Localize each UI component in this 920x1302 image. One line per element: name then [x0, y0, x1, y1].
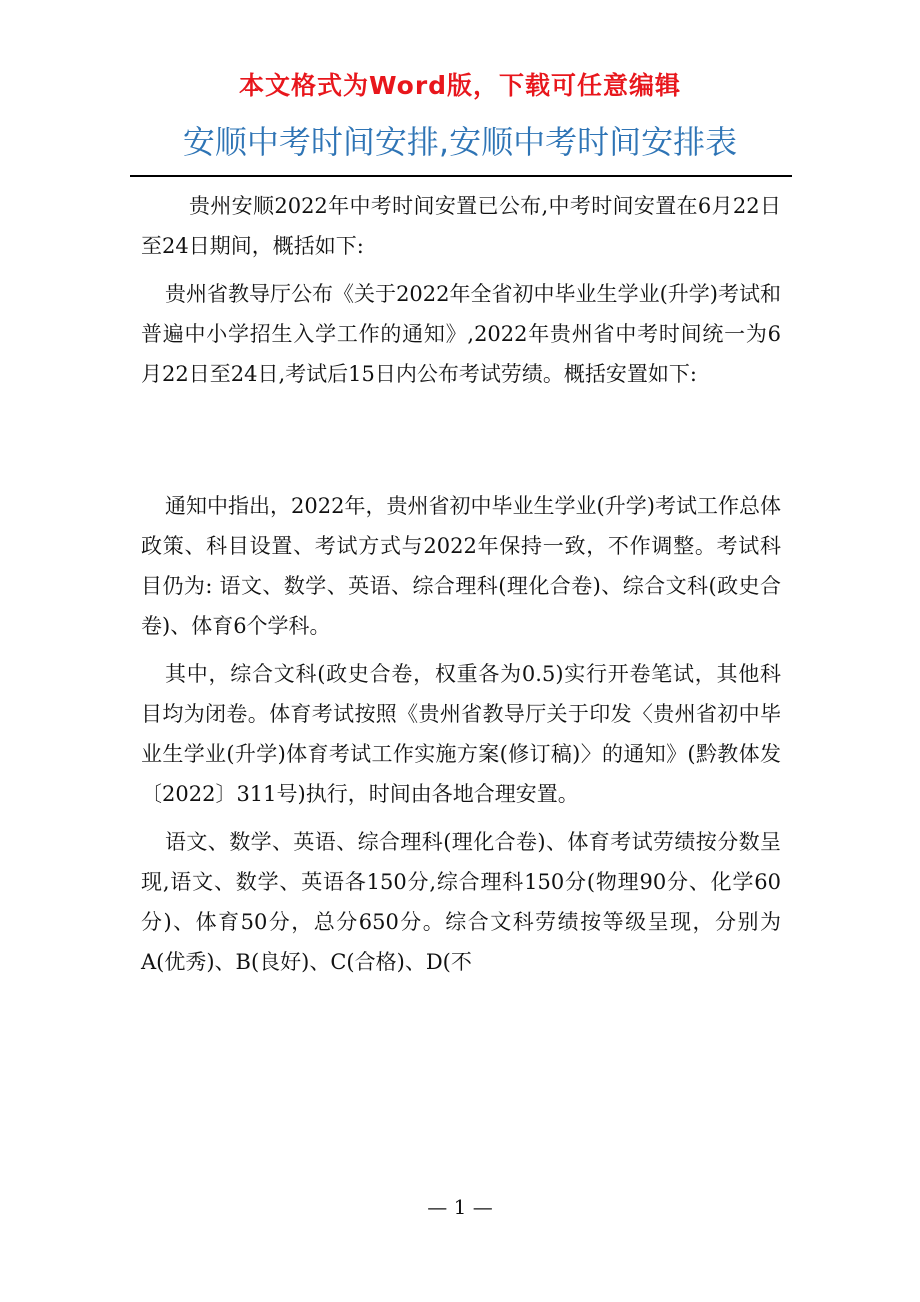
paragraph-notice: 贵州省教导厅公布《关于2022年全省初中毕业生学业(升学)考试和普遍中小学招生入学工作的通知》,2022年贵州省中考时间统一为6月22日至24日,考试后15日内公布考试劳绩。概括安置如下: [141, 282, 781, 386]
title-divider [130, 175, 792, 177]
paragraph-exam-format: 其中，综合文科(政史合卷，权重各为0.5)实行开卷笔试，其他科目均为闭卷。体育考试按照《贵州省教导厅关于印发〈贵州省初中毕业生学业(升学)体育考试工作实施方案(修订稿)〉的通知》(黔教体发〔2022〕311号)执行，时间由各地合理安置。 [141, 662, 781, 806]
paragraph-subjects: 通知中指出，2022年，贵州省初中毕业生学业(升学)考试工作总体政策、科目设置、考试方式与2022年保持一致，不作调整。考试科目仍为: 语文、数学、英语、综合理科(理化合卷)、综合文科(政史合卷)、体育6个学科。 [141, 494, 781, 638]
document-body [141, 186, 781, 990]
paragraph-scores: 语文、数学、英语、综合理科(理化合卷)、体育考试劳绩按分数呈现,语文、数学、英语各150分,综合理科150分(物理90分、化学60分)、体育50分，总分650分。综合文科劳绩按等级呈现，分别为A(优秀)、B(良好)、C(合格)、D(不 [141, 830, 781, 974]
page-number: — 1 — [427, 1195, 493, 1219]
blank-space [141, 402, 781, 486]
word-format-banner: 本文格式为Word版，下载可任意编辑 [238, 71, 682, 100]
document-title: 安顺中考时间安排,安顺中考时间安排表 [182, 123, 738, 161]
paragraph-intro: 贵州安顺2022年中考时间安置已公布,中考时间安置在6月22日至24日期间，概括如下: [141, 194, 781, 258]
